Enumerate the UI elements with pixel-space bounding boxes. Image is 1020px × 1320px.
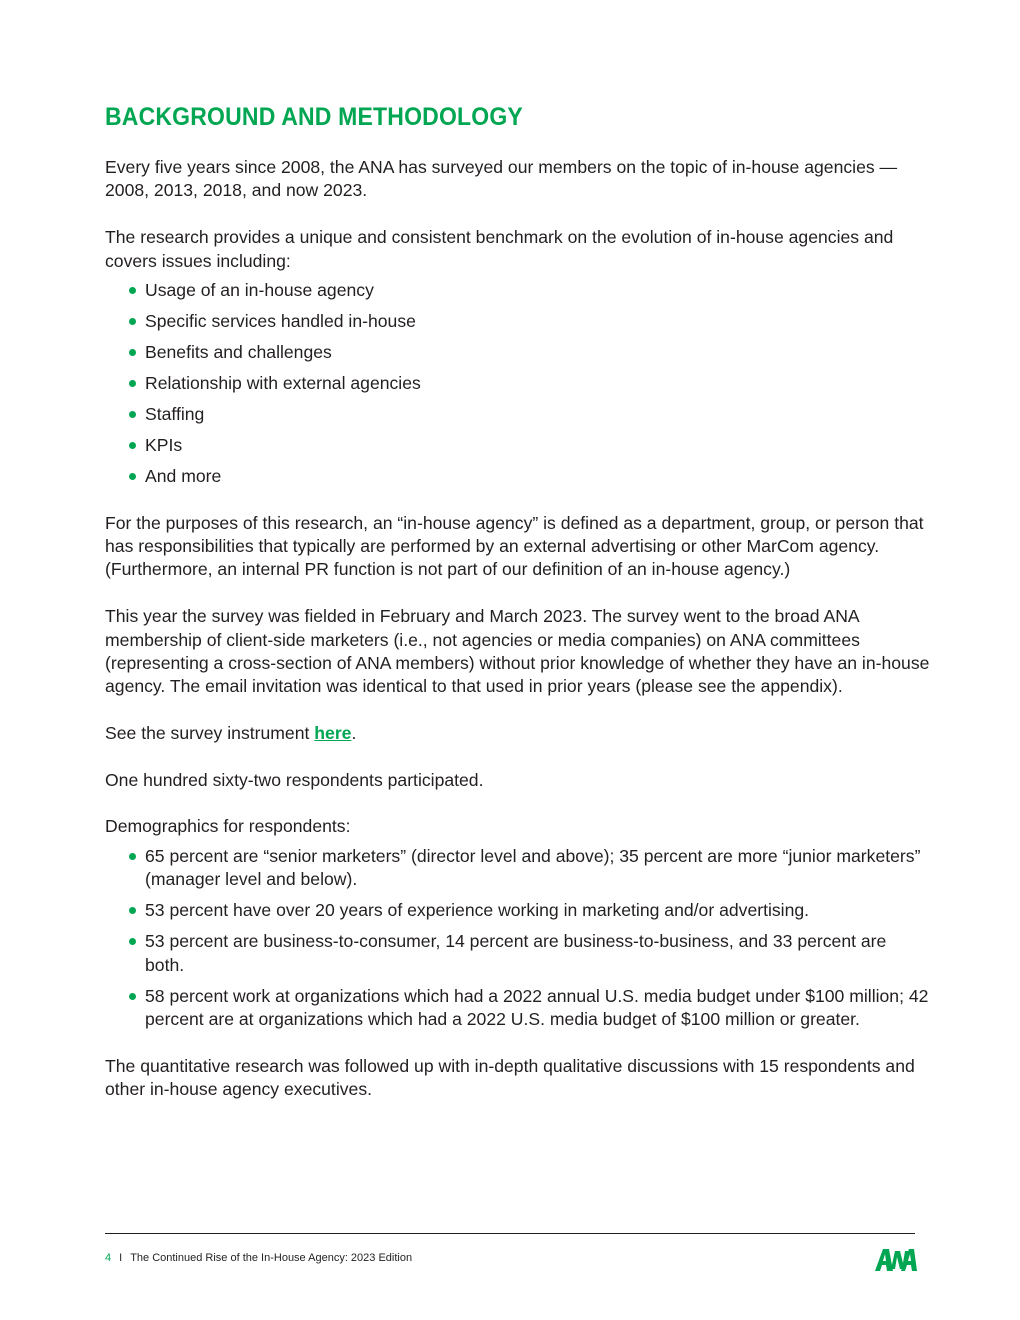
document-title: The Continued Rise of the In-House Agency: 2023 Edition [130, 1252, 413, 1264]
list-item: 53 percent are business-to-consumer, 14 percent are business-to-business, and 33 percent are both. [129, 930, 930, 977]
list-item: And more [129, 465, 930, 488]
footer [105, 1252, 412, 1264]
list-item: Relationship with external agencies [129, 372, 930, 395]
bullet-icon [129, 442, 136, 449]
topics-list [105, 279, 930, 488]
list-item: 53 percent have over 20 years of experience working in marketing and/or advertising. [129, 899, 930, 922]
list-item: 65 percent are “senior marketers” (director level and above); 35 percent are more “junior marketers” (manager level and below). [129, 845, 930, 892]
paragraph-demographics-intro: Demographics for respondents: [105, 816, 351, 837]
footer-divider [105, 1233, 915, 1234]
bullet-icon [129, 349, 136, 356]
list-item: Usage of an in-house agency [129, 279, 930, 302]
bullet-icon [129, 318, 136, 325]
paragraph-research-scope: The research provides a unique and consistent benchmark on the evolution of in-house agencies and covers issues including: [105, 227, 894, 271]
bullet-icon [129, 853, 136, 860]
survey-instrument-link[interactable]: here [314, 723, 352, 744]
paragraph-qualitative: The quantitative research was followed up with in-depth qualitative discussions with 15 respondents and other in-house agency executives. [105, 1055, 915, 1100]
page-content [105, 103, 930, 1125]
bullet-icon [129, 380, 136, 387]
paragraph-respondent-count: One hundred sixty-two respondents participated. [105, 769, 484, 790]
bullet-icon [129, 473, 136, 480]
list-item: 58 percent work at organizations which had a 2022 annual U.S. media budget under $100 million; 42 percent are at organizations which had a 2022 U.S. media budget of $100 million or greater. [129, 985, 930, 1032]
bullet-icon [129, 287, 136, 294]
demographics-list [105, 845, 930, 1032]
list-item: KPIs [129, 434, 930, 457]
bullet-icon [129, 907, 136, 914]
page-number: 4 [105, 1252, 112, 1264]
ana-logo-icon [873, 1245, 917, 1273]
paragraph-survey-history: Every five years since 2008, the ANA has surveyed our members on the topic of in-house agencies — 2008, 2013, 2018, and now 2023. [105, 157, 898, 201]
bullet-icon [129, 938, 136, 945]
bullet-icon [129, 993, 136, 1000]
footer-separator: I [119, 1252, 123, 1264]
paragraph-survey-instrument: See the survey instrument here. [105, 723, 357, 744]
paragraph-definition: For the purposes of this research, an “in-house agency” is defined as a department, group, or person that has responsibilities that typically are performed by an external advertising or other MarCom agency. (Furthermore, an internal PR function is not part of our definition of an in-house agency.) [105, 512, 924, 580]
list-item: Staffing [129, 403, 930, 426]
list-item: Specific services handled in-house [129, 310, 930, 333]
list-item: Benefits and challenges [129, 341, 930, 364]
paragraph-survey-fielding: This year the survey was fielded in February and March 2023. The survey went to the broad ANA membership of client-side marketers (i.e., not agencies or media companies) on ANA committees (representing a cross-section of ANA members) without prior knowledge of whether they have an in-house agency. The email invitation was identical to that used in prior years (please see the appendix). [105, 606, 930, 697]
bullet-icon [129, 411, 136, 418]
page-title: BACKGROUND AND METHODOLOGY [105, 103, 523, 131]
